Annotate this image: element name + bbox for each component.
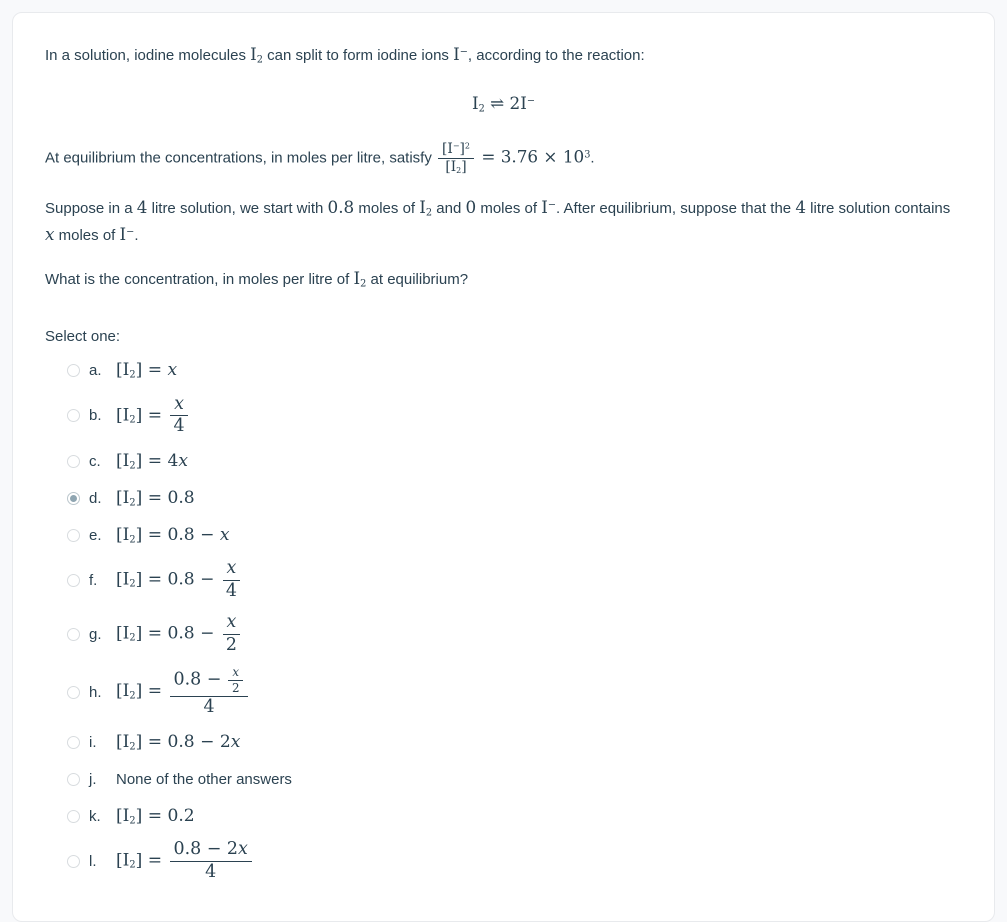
fraction-denominator xyxy=(228,681,244,696)
fraction-numerator xyxy=(170,839,252,862)
question-paragraph xyxy=(45,141,962,176)
math-segment: ] = xyxy=(135,360,168,381)
question-paragraph xyxy=(45,90,962,117)
subscript: 2 xyxy=(425,206,433,218)
superscript: 2 xyxy=(464,141,470,151)
superscript: 3 xyxy=(584,149,591,161)
option-content xyxy=(116,558,243,603)
math-segment: [I xyxy=(116,569,130,590)
math-variable: x xyxy=(226,558,237,579)
superscript: − xyxy=(547,199,557,211)
option-radio-c[interactable] xyxy=(67,455,80,468)
option-content xyxy=(116,394,191,439)
text-segment: What is the concentration, in moles per litre of xyxy=(45,270,354,288)
text-segment: can split to form iodine ions xyxy=(262,47,454,64)
fraction-numerator xyxy=(438,141,474,159)
option-content xyxy=(116,488,195,508)
math-segment: 4 xyxy=(203,697,215,718)
math-segment: [I xyxy=(116,360,130,381)
text-segment: None of the other answers xyxy=(116,770,292,788)
math-segment: ] = 0.8 − xyxy=(135,623,220,644)
math-segment: [I xyxy=(116,450,130,471)
text-segment: at equilibrium? xyxy=(366,270,469,288)
option-radio-k[interactable] xyxy=(67,810,80,823)
text-segment: moles of xyxy=(354,199,420,217)
fraction xyxy=(170,665,249,719)
option-radio-f[interactable] xyxy=(67,574,80,587)
fraction-denominator xyxy=(222,581,241,603)
subscript: 2 xyxy=(129,414,136,426)
math-segment: I xyxy=(453,44,460,64)
select-one-label: Select one: xyxy=(45,327,121,345)
option-content xyxy=(116,771,292,788)
option-row-d xyxy=(45,484,962,512)
fraction xyxy=(170,394,189,439)
fraction-numerator xyxy=(170,665,249,697)
fraction-numerator xyxy=(228,665,243,681)
math-segment: 4 xyxy=(173,416,185,437)
text-segment: . After equilibrium, suppose that the xyxy=(556,199,796,217)
math-segment: 4 xyxy=(136,196,148,217)
math-segment: 0.8 xyxy=(327,196,355,217)
option-letter: h. xyxy=(89,683,102,701)
math-segment: ] = xyxy=(135,850,168,871)
text-segment: . xyxy=(590,149,595,167)
math-segment: 4 xyxy=(205,861,217,882)
math-segment: I xyxy=(353,267,361,288)
superscript: − xyxy=(459,46,468,58)
option-content xyxy=(116,525,230,545)
option-radio-a[interactable] xyxy=(67,364,80,377)
option-row-e xyxy=(45,521,962,549)
subscript: 2 xyxy=(129,369,136,381)
superscript: − xyxy=(526,95,536,107)
text-segment: At equilibrium the concentrations, in moles per litre, satisfy xyxy=(45,149,437,167)
math-segment: ] = xyxy=(135,404,168,425)
math-segment: [I xyxy=(116,681,130,702)
option-row-i xyxy=(45,728,962,756)
option-content xyxy=(116,451,188,471)
math-segment: = 3.76 × 10 xyxy=(476,146,585,167)
subscript: 2 xyxy=(129,632,136,644)
option-radio-l[interactable] xyxy=(67,855,80,868)
fraction-numerator xyxy=(170,394,188,417)
math-variable: x xyxy=(238,839,248,860)
text-segment: Suppose in a xyxy=(45,199,137,217)
option-row-b xyxy=(45,394,962,439)
math-segment: [I xyxy=(442,141,453,158)
option-row-k xyxy=(45,802,962,830)
subscript: 2 xyxy=(129,741,136,753)
math-segment: [I xyxy=(116,623,130,644)
option-letter: c. xyxy=(89,452,101,470)
option-content xyxy=(116,665,250,719)
math-variable: x xyxy=(178,450,189,471)
option-radio-b[interactable] xyxy=(67,409,80,422)
math-segment: I xyxy=(471,93,479,114)
question-text xyxy=(45,41,962,292)
option-letter: a. xyxy=(89,362,102,380)
option-radio-d[interactable] xyxy=(67,492,80,505)
option-content xyxy=(116,806,195,826)
fraction xyxy=(228,665,244,696)
math-segment: ] xyxy=(461,159,467,176)
option-row-j xyxy=(45,765,962,793)
option-radio-j[interactable] xyxy=(67,773,80,786)
math-segment: I xyxy=(541,196,548,217)
fraction xyxy=(222,558,241,603)
fraction-numerator xyxy=(223,558,241,581)
text-segment: and xyxy=(432,199,466,217)
math-variable: x xyxy=(230,731,241,752)
option-letter: i. xyxy=(89,733,97,751)
math-segment: 4 xyxy=(795,196,807,217)
fraction-denominator xyxy=(441,159,470,176)
math-variable: x xyxy=(219,524,230,545)
option-radio-e[interactable] xyxy=(67,529,80,542)
subscript: 2 xyxy=(478,103,485,115)
subscript: 2 xyxy=(129,815,136,827)
math-segment: ] = 0.8 − 2 xyxy=(135,731,231,752)
fraction-denominator xyxy=(199,697,218,719)
option-content xyxy=(116,839,254,884)
option-row-h xyxy=(45,665,962,719)
math-segment: ] = xyxy=(135,681,168,702)
option-content xyxy=(116,612,243,657)
math-segment: ] = 0.8 − xyxy=(135,569,220,590)
text-segment: litre solution, we start with xyxy=(147,199,328,217)
option-letter: b. xyxy=(89,407,102,425)
superscript: − xyxy=(126,226,135,238)
subscript: 2 xyxy=(129,859,136,871)
math-segment: ⇌ 2I xyxy=(484,93,527,114)
math-segment: I xyxy=(419,196,426,217)
math-variable: x xyxy=(167,360,178,381)
option-radio-h[interactable] xyxy=(67,686,80,699)
math-segment: 4 xyxy=(225,580,237,601)
fraction-numerator xyxy=(223,612,241,635)
subscript: 2 xyxy=(129,497,136,509)
math-segment: [I xyxy=(116,487,130,508)
option-row-c xyxy=(45,447,962,475)
option-radio-g[interactable] xyxy=(67,628,80,641)
option-row-l xyxy=(45,839,962,884)
math-variable: x xyxy=(174,393,184,414)
text-segment: litre solution contains xyxy=(806,199,951,217)
option-letter: g. xyxy=(89,625,102,643)
option-row-g xyxy=(45,612,962,657)
subscript: 2 xyxy=(129,534,136,546)
fraction xyxy=(222,612,241,657)
math-segment: [I xyxy=(116,404,130,425)
subscript: 2 xyxy=(129,460,136,472)
option-radio-i[interactable] xyxy=(67,736,80,749)
option-letter: k. xyxy=(89,807,101,825)
math-segment: 0 xyxy=(465,196,477,217)
text-segment: moles of xyxy=(476,199,542,217)
fraction-denominator xyxy=(170,416,189,438)
math-segment: 0.8 − xyxy=(173,669,227,690)
math-segment: I xyxy=(119,223,127,244)
fraction xyxy=(170,839,252,884)
math-segment: 2 xyxy=(231,681,240,696)
text-segment: moles of xyxy=(54,226,120,244)
subscript: 2 xyxy=(129,578,136,590)
text-segment: In a solution, iodine molecules xyxy=(45,47,251,64)
option-content xyxy=(116,360,177,380)
math-segment: [I xyxy=(116,850,130,871)
math-segment: I xyxy=(250,44,257,64)
subscript: 2 xyxy=(256,54,263,66)
math-segment: [I xyxy=(116,524,130,545)
subscript: 2 xyxy=(360,277,367,289)
math-segment: ] = 4 xyxy=(135,450,179,471)
option-content xyxy=(116,732,240,752)
text-segment: . xyxy=(134,226,139,244)
math-segment: [I xyxy=(116,731,130,752)
option-letter: d. xyxy=(89,489,102,507)
subscript: 2 xyxy=(456,166,462,176)
math-variable: x xyxy=(226,611,237,632)
options-list xyxy=(45,357,962,884)
math-segment: ] = 0.8 xyxy=(135,487,195,508)
option-row-a xyxy=(45,357,962,385)
subscript: 2 xyxy=(129,690,136,702)
math-segment: 2 xyxy=(225,634,237,655)
text-segment: , according to the reaction: xyxy=(467,47,645,64)
math-segment: ] = 0.8 − xyxy=(135,524,220,545)
superscript: − xyxy=(452,141,460,151)
fraction-denominator xyxy=(222,635,241,657)
math-segment: [I xyxy=(116,805,130,826)
math-variable: x xyxy=(232,665,240,680)
math-variable: x xyxy=(45,223,55,244)
math-segment: 0.8 − 2 xyxy=(173,839,239,860)
fraction xyxy=(438,141,474,176)
question-paragraph xyxy=(45,41,962,68)
math-segment: ] xyxy=(459,141,465,158)
option-row-f xyxy=(45,558,962,603)
question-paragraph xyxy=(45,194,962,248)
option-letter: f. xyxy=(89,571,98,589)
option-letter: j. xyxy=(89,770,97,788)
option-letter: l. xyxy=(89,852,97,870)
option-letter: e. xyxy=(89,526,102,544)
fraction-denominator xyxy=(201,862,220,884)
question-paragraph xyxy=(45,265,962,292)
math-segment: [I xyxy=(445,159,457,176)
question-card xyxy=(12,12,995,922)
math-segment: ] = 0.2 xyxy=(135,805,195,826)
